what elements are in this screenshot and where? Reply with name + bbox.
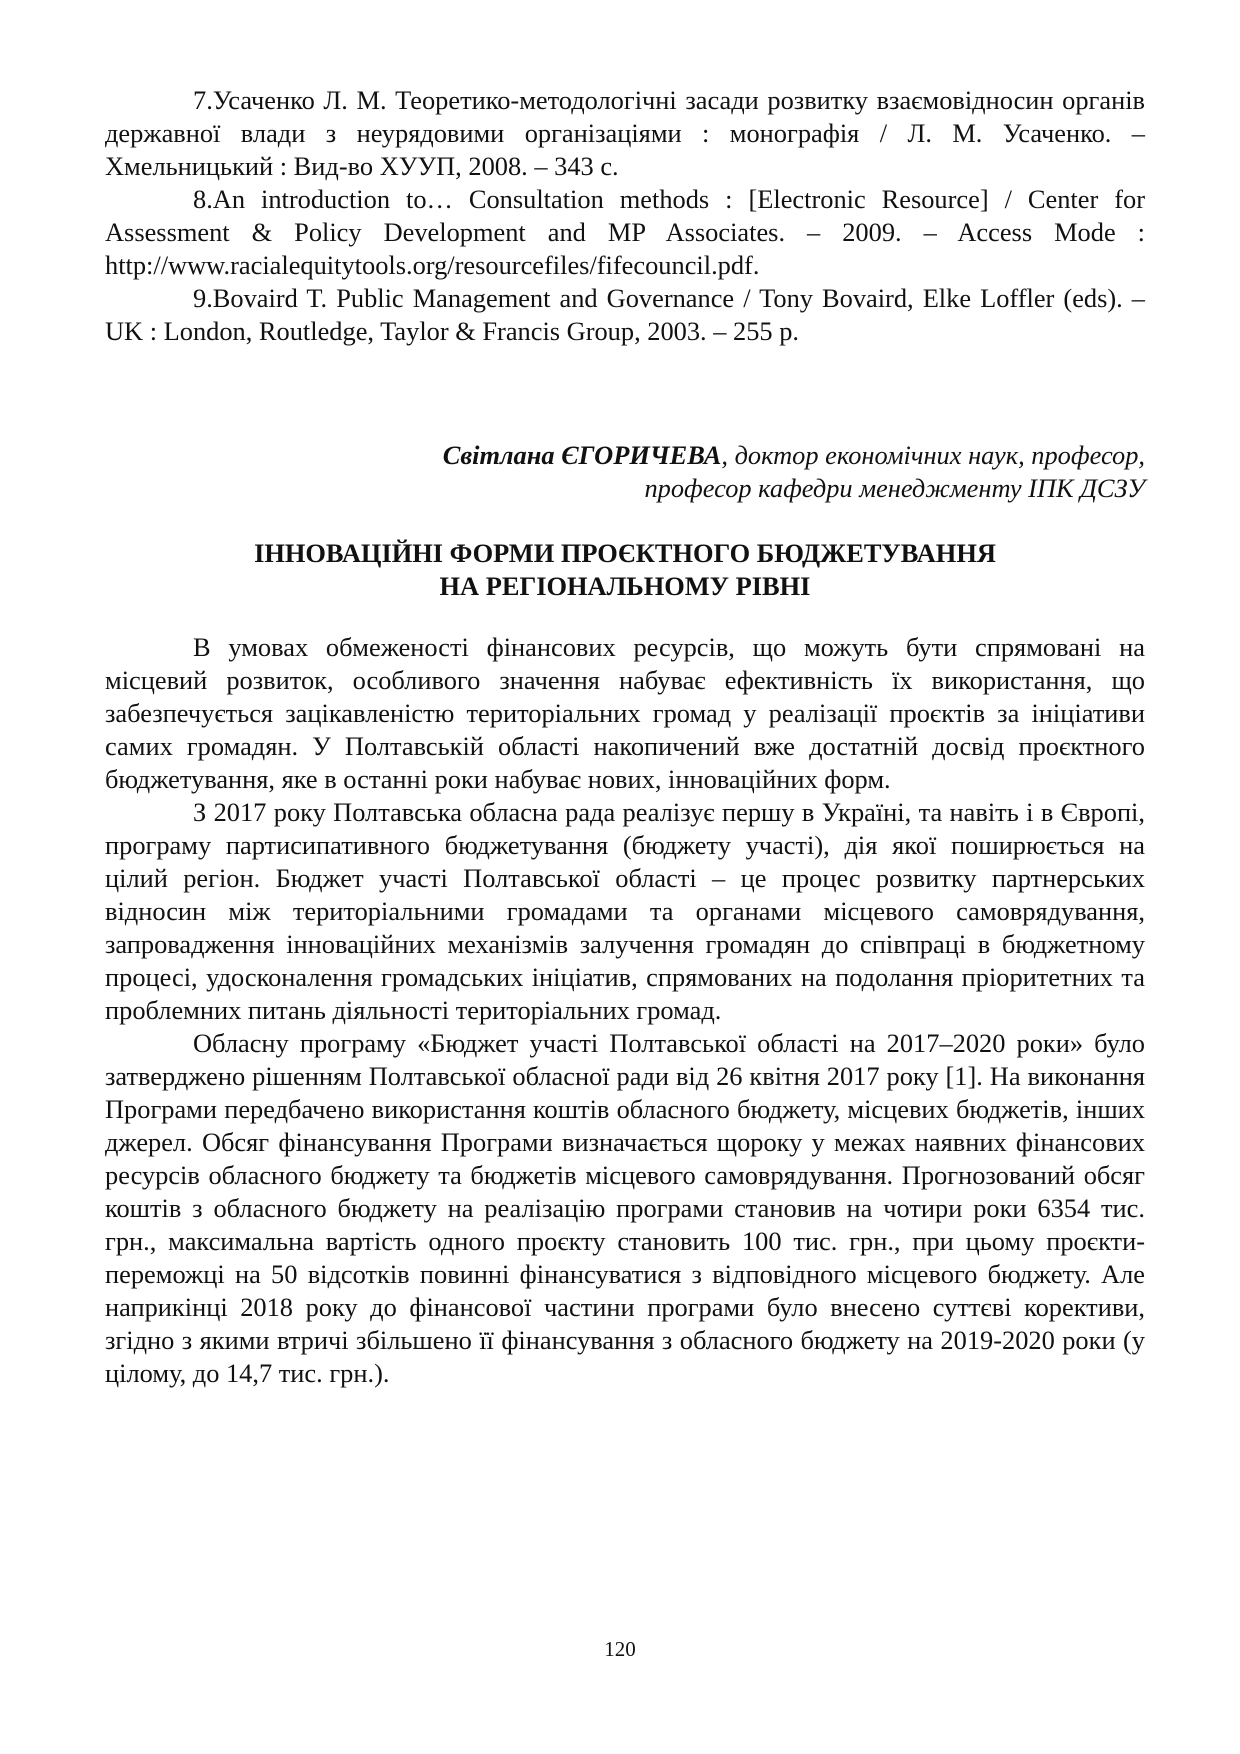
page-number: 120	[604, 1637, 636, 1661]
reference-item: 7.Усаченко Л. М. Теоретико-методологічні засади розвитку взаємовідносин органів державної влади з неурядовими організаціями : монографія / Л. М. Усаченко. – Хмельницький : Вид-во ХУУП, 2008. – 343 с.	[105, 85, 1145, 181]
reference-list	[105, 84, 1145, 348]
article-body	[105, 631, 1145, 1390]
author-block	[105, 439, 1145, 505]
article-title-line-2: НА РЕГІОНАЛЬНОМУ РІВНІ	[439, 571, 811, 601]
article-title	[105, 537, 1145, 603]
author-line-1	[105, 439, 1145, 472]
reference-item: 8.An introduction to… Consultation methods : [Electronic Resource] / Center for Assessment & Policy Development and MP Associates. – 2009. – Access Mode : http://www.racialequitytools.org/resourcefiles/fifecouncil.pdf.	[105, 184, 1145, 280]
body-paragraph: З 2017 року Полтавська обласна рада реалізує першу в Україні, та навіть і в Європі, програму партисипативного бюджетування (бюджету участі), дія якої поширюється на цілий регіон. Бюджет участі Полтавської області – це процес розвитку партнерських відносин між територіальними громадами та органами місцевого самоврядування, запровадження інноваційних механізмів залучення громадян до співпраці в бюджетному процесі, удосконалення громадських ініціатив, спрямованих на подолання пріоритетних та проблемних питань діяльності територіальних громад.	[105, 797, 1145, 1025]
author-name: Світлана ЄГОРИЧЕВА	[442, 440, 722, 470]
reference-item: 9.Bovaird T. Public Management and Governance / Tony Bovaird, Elke Loffler (eds). – UK : London, Routledge, Taylor & Francis Group, 2003. – 255 p.	[105, 283, 1145, 346]
author-degree: , доктор економічних наук, професор,	[721, 440, 1145, 470]
article-title-line-1: ІННОВАЦІЙНІ ФОРМИ ПРОЄКТНОГО БЮДЖЕТУВАННЯ	[254, 538, 996, 568]
author-position: професор кафедри менеджменту ІПК ДСЗУ	[644, 473, 1145, 503]
page-content	[105, 84, 1145, 1390]
body-paragraph: В умовах обмеженості фінансових ресурсів, що можуть бути спрямовані на місцевий розвиток, особливого значення набуває ефективність їх використання, що забезпечується зацікавленістю територіальних громад у реалізації проєктів за ініціативи самих громадян. У Полтавській області накопичений вже достатній досвід проєктного бюджетування, яке в останні роки набуває нових, інноваційних форм.	[105, 632, 1145, 794]
body-paragraph: Обласну програму «Бюджет участі Полтавської області на 2017–2020 роки» було затверджено рішенням Полтавської обласної ради від 26 квітня 2017 року [1]. На виконання Програми передбачено використання коштів обласного бюджету, місцевих бюджетів, інших джерел. Обсяг фінансування Програми визначається щороку у межах наявних фінансових ресурсів обласного бюджету та бюджетів місцевого самоврядування. Прогнозований обсяг коштів з обласного бюджету на реалізацію програми становив на чотири роки 6354 тис. грн., максимальна вартість одного проєкту становить 100 тис. грн., при цьому проєкти-переможці на 50 відсотків повинні фінансуватися з відповідного місцевого бюджету. Але наприкінці 2018 року до фінансової частини програми було внесено суттєві корективи, згідно з якими втричі збільшено її фінансування з обласного бюджету на 2019-2020 роки (у цілому, до 14,7 тис. грн.).	[105, 1028, 1145, 1388]
